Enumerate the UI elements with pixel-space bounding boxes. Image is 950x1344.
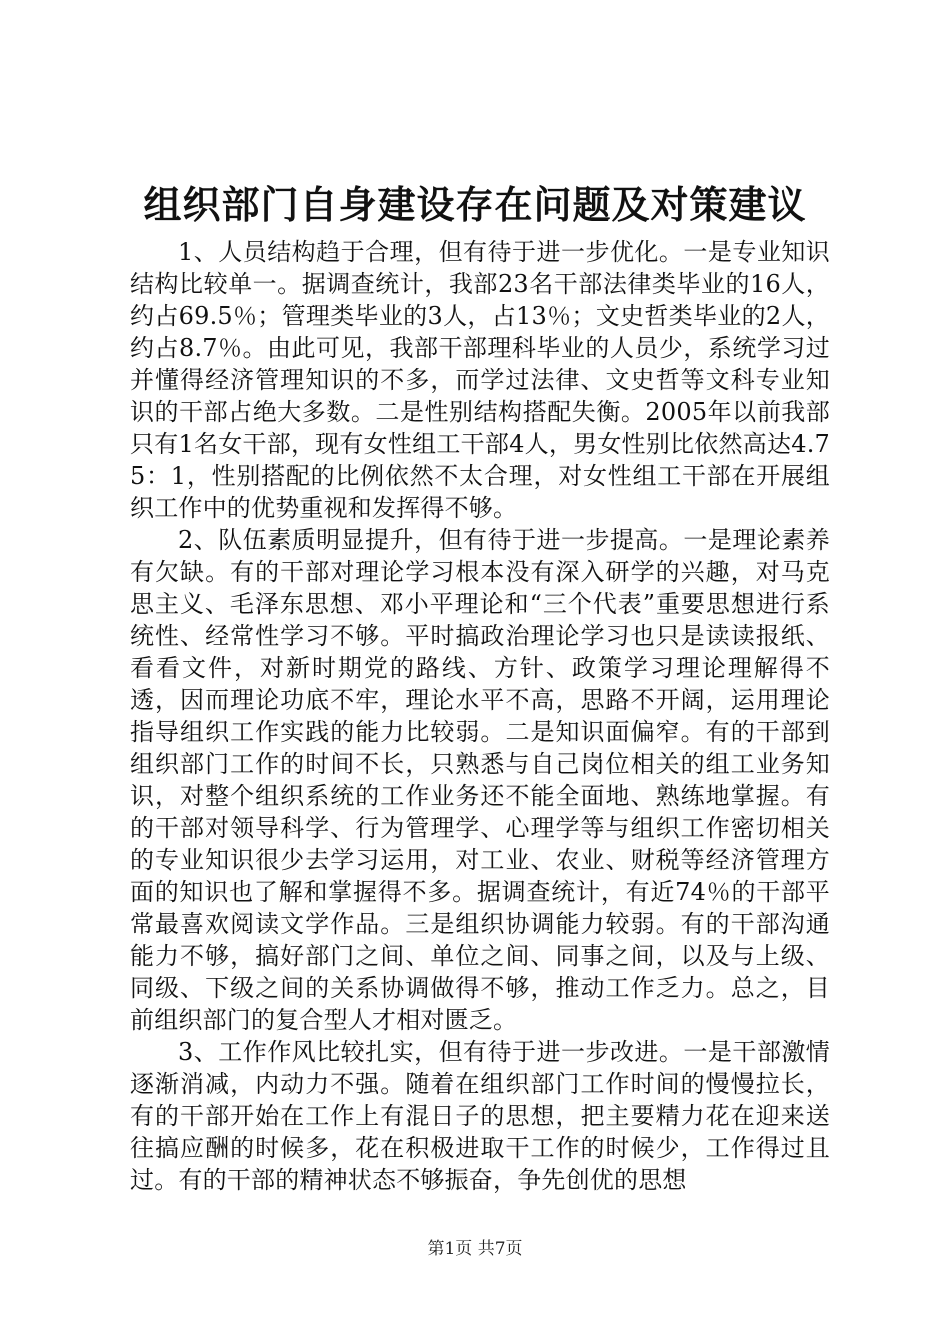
paragraph-1: 1、人员结构趋于合理，但有待于进一步优化。一是专业知识结构比较单一。据调查统计，我部23名干部法律类毕业的16人，约占69.5％；管理类毕业的3人，占13％；文史哲类毕业的2人，约占8.7％。由此可见，我部干部理科毕业的人员少，系统学习过并懂得经济管理知识的不多，而学过法律、文史哲等文科专业知识的干部占绝大多数。二是性别结构搭配失衡。2005年以前我部只有1名女干部，现有女性组工干部4人，男女性别比依然高达4.75：1，性别搭配的比例依然不太合理，对女性组工干部在开展组织工作中的优势重视和发挥得不够。 [130, 238, 830, 522]
paragraph-2: 2、队伍素质明显提升，但有待于进一步提高。一是理论素养有欠缺。有的干部对理论学习根本没有深入研学的兴趣，对马克思主义、毛泽东思想、邓小平理论和“三个代表”重要思想进行系统性、经常性学习不够。平时搞政治理论学习也只是读读报纸、看看文件，对新时期党的路线、方针、政策学习理论理解得不透，因而理论功底不牢，理论水平不高，思路不开阔，运用理论指导组织工作实践的能力比较弱。二是知识面偏窄。有的干部到组织部门工作的时间不长，只熟悉与自己岗位相关的组工业务知识，对整个组织系统的工作业务还不能全面地、熟练地掌握。有的干部对领导科学、行为管理学、心理学等与组织工作密切相关的专业知识很少去学习运用，对工业、农业、财税等经济管理方面的知识也了解和掌握得不多。据调查统计，有近74％的干部平常最喜欢阅读文学作品。三是组织协调能力较弱。有的干部沟通能力不够，搞好部门之间、单位之间、同事之间，以及与上级、同级、下级之间的关系协调做得不够，推动工作乏力。总之，目前组织部门的复合型人才相对匮乏。 [130, 526, 830, 1034]
page-number-footer: 第1页 共7页 [427, 1239, 523, 1259]
paragraph-3: 3、工作作风比较扎实，但有待于进一步改进。一是干部激情逐渐消减，内动力不强。随着在组织部门工作时间的慢慢拉长，有的干部开始在工作上有混日子的思想，把主要精力花在迎来送往搞应酬的时候多，花在积极进取干工作的时候少，工作得过且过。有的干部的精神状态不够振奋，争先创优的思想 [130, 1038, 830, 1194]
document-title: 组织部门自身建设存在问题及对策建议 [143, 182, 807, 227]
document-body [130, 236, 830, 1196]
